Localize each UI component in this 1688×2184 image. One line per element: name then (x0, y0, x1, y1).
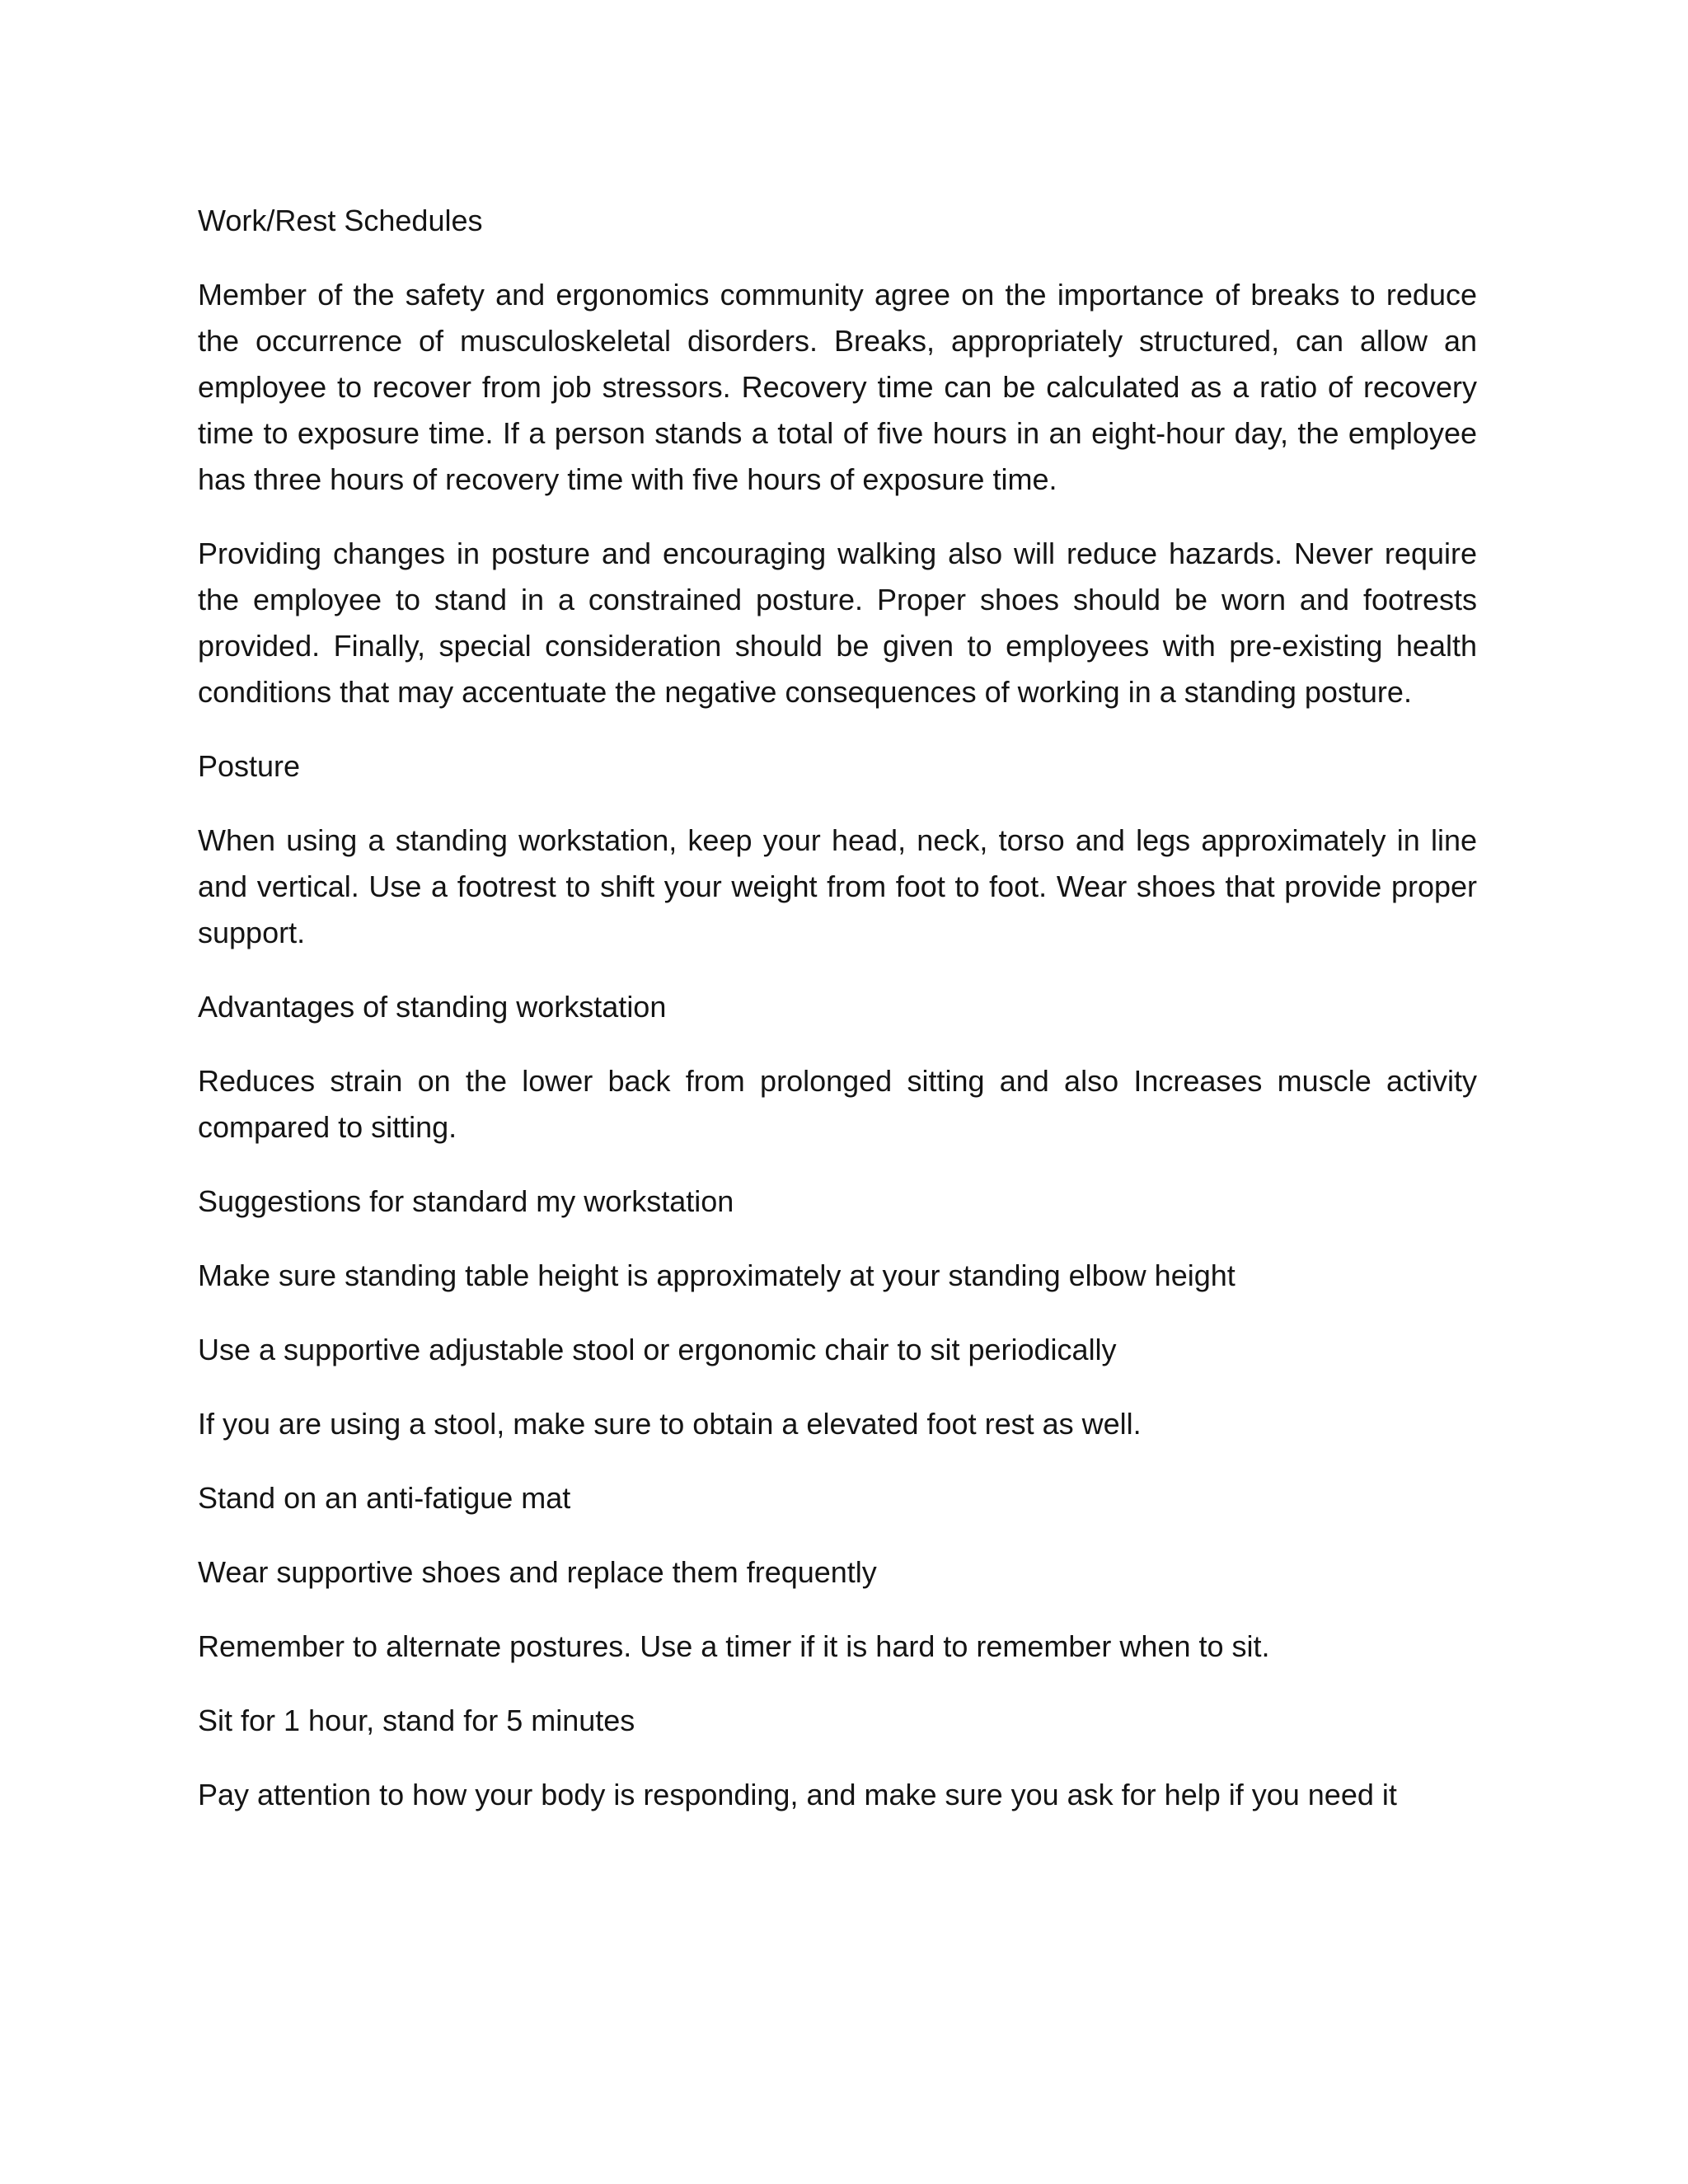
suggestion-item: Pay attention to how your body is responding, and make sure you ask for help if you need it (198, 1778, 1397, 1811)
suggestion-item: Remember to alternate postures. Use a timer if it is hard to remember when to sit. (198, 1629, 1270, 1663)
document-page (198, 198, 1477, 1846)
suggestion-item: Stand on an anti-fatigue mat (198, 1481, 571, 1515)
paragraph-posture: When using a standing workstation, keep your head, neck, torso and legs approximately in line and vertical. Use a footrest to shift your weight from foot to foot. Wear shoes that provide proper support. (198, 823, 1477, 949)
suggestion-item: Make sure standing table height is approximately at your standing elbow height (198, 1258, 1236, 1292)
suggestion-item: If you are using a stool, make sure to obtain a elevated foot rest as well. (198, 1407, 1142, 1441)
heading-posture: Posture (198, 749, 301, 783)
heading-work-rest-schedules: Work/Rest Schedules (198, 204, 483, 237)
heading-advantages: Advantages of standing workstation (198, 990, 667, 1024)
suggestion-item: Use a supportive adjustable stool or ergonomic chair to sit periodically (198, 1333, 1117, 1366)
paragraph-posture-changes: Providing changes in posture and encouraging walking also will reduce hazards. Never require the employee to stand in a constrained posture. Proper shoes should be worn and footrests provided. Finally, special consideration should be given to employees with pre-existing health conditions that may accentuate the negative consequences of working in a standing posture. (198, 537, 1477, 709)
paragraph-breaks: Member of the safety and ergonomics community agree on the importance of breaks to reduce the occurrence of musculoskeletal disorders. Breaks, appropriately structured, can allow an employee to recover from job stressors. Recovery time can be calculated as a ratio of recovery time to exposure time. If a person stands a total of five hours in an eight-hour day, the employee has three hours of recovery time with five hours of exposure time. (198, 278, 1477, 496)
suggestion-item: Sit for 1 hour, stand for 5 minutes (198, 1704, 635, 1737)
heading-suggestions: Suggestions for standard my workstation (198, 1184, 734, 1218)
paragraph-advantages: Reduces strain on the lower back from prolonged sitting and also Increases muscle activity compared to sitting. (198, 1064, 1477, 1144)
suggestion-item: Wear supportive shoes and replace them frequently (198, 1555, 877, 1589)
